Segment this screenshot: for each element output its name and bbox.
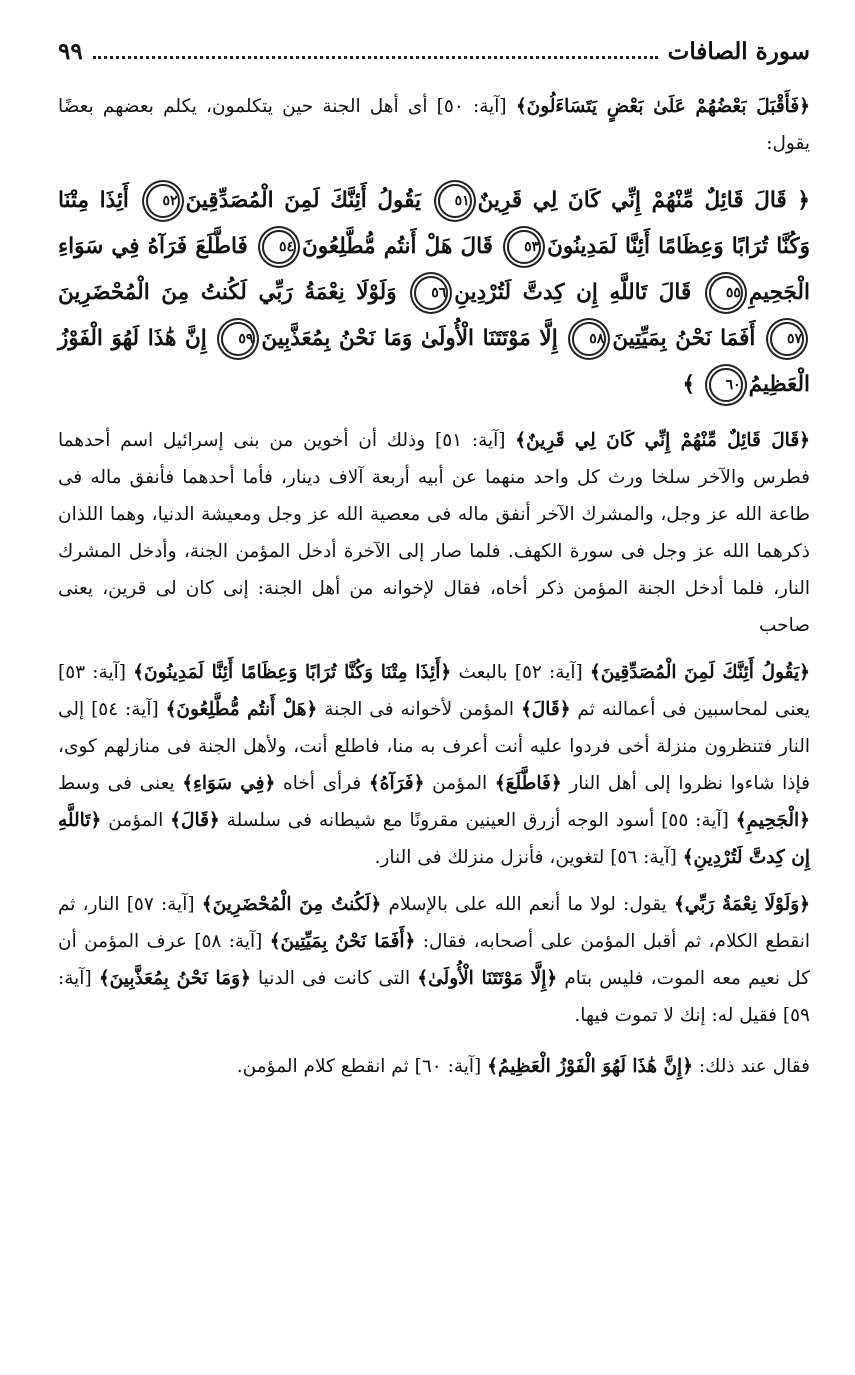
commentary-text: يقول: لولا ما أنعم الله على بالإسلام (381, 894, 674, 915)
commentary-paragraph-1 (58, 422, 810, 644)
commentary-text: المؤمن لأخوانه فى الجنة (317, 699, 521, 720)
ayah-marker-58: ٥٨ (572, 322, 606, 356)
commentary-text: [آية: ٥٤] إلى النار فتنظرون منزلة أخى فردوا عليه أنت أعرف به منا، فاطلع أنت، ولأهل الجنة فى منازلهم كوى، فإذا شاءوا نظروا إلى أهل النار (58, 699, 810, 794)
verse-53: أَئِذَا مِتْنَا وَكُنَّا تُرَابًا وَعِظَامًا أَئِنَّا لَمَدِينُونَ (58, 188, 810, 259)
commentary-text: فرأى أخاه (275, 773, 369, 794)
commentary-text: [آية: ٥٥] أسود الوجه أزرق العينين مقرونًا مع شيطانه فى سلسلة (219, 810, 736, 831)
ayah-marker-57: ٥٧ (770, 322, 804, 356)
commentary-text: فقال عند ذلك: (693, 1056, 810, 1077)
commentary-text: [آية: ٥٣] يعنى لمحاسبين فى أعمالنه ثم (58, 662, 811, 720)
quran-quote: ﴿تَاللَّهِ إِن كِدتَّ لَتُرْدِينِ﴾ (58, 810, 810, 868)
ayah-marker-56: ٥٦ (414, 276, 448, 310)
commentary-paragraph-2 (58, 654, 810, 876)
verse-60: إِنَّ هَٰذَا لَهُوَ الْفَوْزُ الْعَظِيمُ (58, 326, 810, 397)
quran-quote: ﴿إِنَّ هَٰذَا لَهُوَ الْفَوْزُ الْعَظِيمُ﴾ (487, 1056, 694, 1077)
quran-quote: ﴿وَلَوْلَا نِعْمَةُ رَبِّي﴾ (673, 894, 810, 915)
quran-quote: ﴿إِلَّا مَوْتَتَنَا الْأُولَىٰ﴾ (417, 968, 558, 989)
quran-quote: ﴿قَالَ﴾ (170, 810, 220, 831)
verse-59: إِلَّا مَوْتَتَنَا الْأُولَىٰ وَمَا نَحْنُ بِمُعَذَّبِينَ (261, 326, 558, 351)
commentary-text: التى كانت فى الدنيا (250, 968, 418, 989)
ayah-marker-53: ٥٣ (507, 230, 541, 264)
quran-quote: ﴿فَاطَّلَعَ﴾ (494, 773, 562, 794)
ayah-marker-51: ٥١ (438, 184, 472, 218)
commentary-text: [آية: ٦٠] ثم انقطع كلام المؤمن. (236, 1056, 488, 1077)
ayah-marker-52: ٥٢ (146, 184, 180, 218)
verse-58: أَفَمَا نَحْنُ بِمَيِّتِينَ (612, 326, 756, 351)
quran-quote: ﴿قَالَ﴾ (520, 699, 571, 720)
quote-close-bracket: ﴾ (682, 372, 696, 397)
quran-quote: ﴿لَكُنتُ مِنَ الْمُحْضَرِينَ﴾ (201, 894, 382, 915)
commentary-text: [آية: ٥٦] لتغوين، فأنزل منزلك فى النار. (374, 847, 683, 868)
commentary-text: [آية: ٥١] وذلك أن أخوين من بنى إسرائيل اسم أحدهما فطرس والآخر سلخا ورث كل واحد منهما عن أبيه أربعة آلاف دينار، فأما أحدهما فأنفق ماله فى طاعة الله عز وجل، والمشرك الآخر أنفق ماله فى معصية الله عز وجل ومعيشة الدنيا، وهما اللذان ذكرهما الله عز وجل فى سورة الكهف. فلما صار إلى الآخرة أدخل المؤمن الجنة، وأدخل المشرك النار، فلما أدخل الجنة المؤمن ذكر أخاه، فقال لإخوانه من أهل الجنة: إنى كان لى قرين، يعنى صاحب (58, 430, 810, 636)
quran-quote: ﴿فِي سَوَاءِ﴾ (182, 773, 276, 794)
verse-54: قَالَ هَلْ أَنتُم مُّطَّلِعُونَ (302, 234, 493, 259)
verse-56: قَالَ تَاللَّهِ إِن كِدتَّ لَتُرْدِينِ (454, 280, 692, 305)
commentary-text: المؤمن (424, 773, 495, 794)
quran-quote: ﴿أَفَمَا نَحْنُ بِمَيِّتِينَ﴾ (269, 931, 416, 952)
verse-51: قَالَ قَائِلٌ مِّنْهُمْ إِنِّي كَانَ لِي قَرِينٌ (477, 188, 787, 213)
commentary-text: [آية: ٥٢] بالبعث (451, 662, 590, 683)
quran-quote: ﴿وَمَا نَحْنُ بِمُعَذَّبِينَ﴾ (98, 968, 251, 989)
commentary-text: المؤمن (101, 810, 171, 831)
commentary-text: [آية: ٥٨] عرف المؤمن أن كل نعيم معه الموت، فليس بتام (58, 931, 811, 989)
quran-quote: ﴿قَالَ قَائِلٌ مِّنْهُمْ إِنِّي كَانَ لِي قَرِينٌ﴾ (515, 430, 811, 451)
commentary-text: يعنى فى وسط (58, 773, 183, 794)
quran-quote: ﴿أَئِذَا مِتْنَا وَكُنَّا تُرَابًا وَعِظَامًا أَئِنَّا لَمَدِينُونَ﴾ (133, 662, 452, 683)
quran-quote: ﴿هَلْ أَنتُم مُّطَّلِعُونَ﴾ (165, 699, 318, 720)
ayah-marker-55: ٥٥ (709, 276, 743, 310)
page-header (58, 38, 810, 74)
page-number: ٩٩ (58, 38, 83, 65)
commentary-paragraph-3 (58, 886, 810, 1034)
surah-title: سورة الصافات (667, 38, 810, 65)
verse-52: يَقُولُ أَئِنَّكَ لَمِنَ الْمُصَدِّقِينَ (185, 188, 422, 213)
ayah-marker-59: ٥٩ (221, 322, 255, 356)
quran-quote: ﴿فَرَآهُ﴾ (368, 773, 425, 794)
quran-verses-block (58, 178, 810, 408)
intro-paragraph (58, 88, 810, 162)
commentary-text: [آية: ٥٩] فقيل له: إنك لا تموت فيها. (58, 968, 810, 1026)
quran-quote: ﴿فَأَقْبَلَ بَعْضُهُمْ عَلَىٰ بَعْضٍ يَتَسَاءَلُونَ﴾ (515, 96, 810, 117)
book-page (58, 38, 810, 1085)
quote-open-bracket: ﴿ (797, 188, 810, 213)
ayah-marker-60: ٦٠ (709, 368, 743, 402)
verse-57: وَلَوْلَا نِعْمَةُ رَبِّي لَكُنتُ مِنَ الْمُحْضَرِينَ (58, 280, 397, 305)
verse-55: فَاطَّلَعَ فَرَآهُ فِي سَوَاءِ الْجَحِيمِ (58, 234, 810, 305)
header-dotted-leader (93, 55, 658, 59)
quran-quote: ﴿يَقُولُ أَئِنَّكَ لَمِنَ الْمُصَدِّقِينَ﴾ (589, 662, 810, 683)
quran-quote: ﴿الْجَحِيمِ﴾ (735, 810, 810, 831)
commentary-paragraph-4 (58, 1048, 810, 1085)
ayah-marker-54: ٥٤ (262, 230, 296, 264)
commentary-text: [آية: ٥٠] أى أهل الجنة حين يتكلمون، يكلم بعضهم بعضًا يقول: (58, 96, 810, 154)
commentary-text: [آية: ٥٧] النار، ثم انقطع الكلام، ثم أقبل المؤمن على أصحابه، فقال: (58, 894, 811, 952)
